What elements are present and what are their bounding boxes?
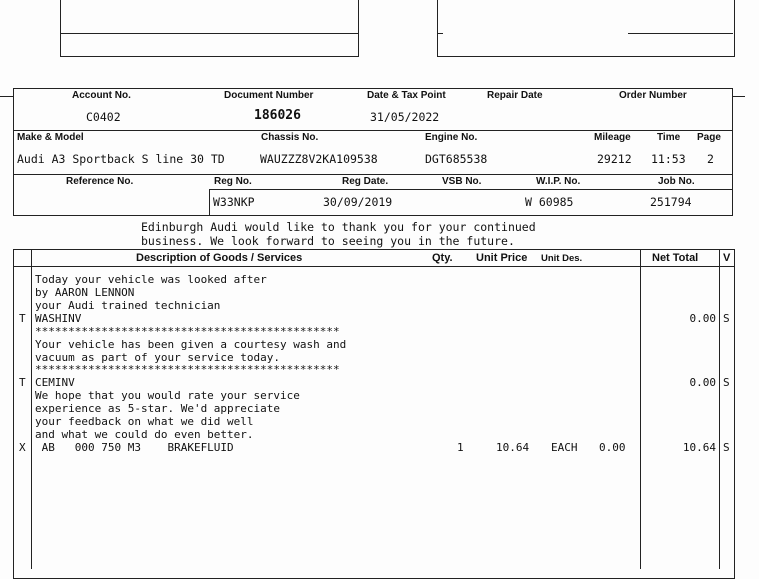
- reg-date-label: Reg Date.: [342, 176, 389, 187]
- reg-no-value: W33NKP: [213, 195, 255, 209]
- wip-value: W 60985: [525, 195, 574, 209]
- col-divider-net: [640, 249, 641, 569]
- address-box-right-line: [628, 33, 733, 34]
- line-vat-code: S: [723, 312, 730, 325]
- engine-label: Engine No.: [425, 132, 478, 143]
- line-vat-code: S: [723, 441, 730, 454]
- line-unit-des: EACH: [551, 441, 578, 454]
- reg-no-label: Reg No.: [214, 176, 252, 187]
- line-code: T: [19, 312, 26, 325]
- time-label: Time: [657, 132, 681, 143]
- line-text: **********************************************: [35, 363, 340, 376]
- chassis-value: WAUZZZ8V2KA109538: [260, 152, 378, 166]
- wip-label: W.I.P. No.: [536, 176, 581, 187]
- order-number-label: Order Number: [619, 90, 687, 101]
- line-net-total: 0.00: [689, 376, 716, 389]
- engine-value: DGT685538: [425, 152, 488, 166]
- line-text: CEMINV: [35, 376, 75, 389]
- account-no-value: C0402: [86, 110, 121, 124]
- line-net-total: 0.00: [689, 312, 716, 325]
- line-text: Your vehicle has been given a courtesy wash and: [35, 338, 347, 351]
- job-value: 251794: [650, 195, 692, 209]
- document-number-value: 186026: [254, 108, 301, 123]
- page-value: 2: [707, 152, 714, 166]
- address-box-left-divider: [60, 33, 358, 34]
- account-no-label: Account No.: [72, 90, 131, 101]
- line-code: X: [19, 441, 26, 454]
- date-tax-point-value: 31/05/2022: [370, 110, 440, 124]
- col-divider-v: [719, 249, 720, 569]
- reg-date-value: 30/09/2019: [323, 195, 393, 209]
- mileage-label: Mileage: [594, 132, 631, 143]
- col-v: V: [723, 252, 731, 264]
- document-number-label: Document Number: [224, 90, 314, 101]
- col-description: Description of Goods / Services: [136, 252, 303, 264]
- make-model-value: Audi A3 Sportback S line 30 TD: [17, 152, 225, 166]
- col-unit-des: Unit Des.: [541, 253, 583, 264]
- line-text: **********************************************: [35, 325, 340, 338]
- line-text: experience as 5-star. We'd appreciate: [35, 402, 281, 415]
- side-tick-left: [0, 96, 13, 97]
- line-text: vacuum as part of your service today.: [35, 351, 281, 364]
- col-net-total: Net Total: [652, 252, 699, 264]
- address-box-right: [437, 0, 735, 57]
- address-box-left: [60, 0, 359, 57]
- line-text: We hope that you would rate your service: [35, 389, 300, 402]
- page-label: Page: [697, 132, 721, 143]
- line-text: Today your vehicle was looked after: [35, 273, 267, 286]
- vsb-label: VSB No.: [442, 176, 482, 187]
- repair-date-label: Repair Date: [487, 90, 543, 101]
- address-box-right-tick: [437, 33, 443, 34]
- header-row-divider-1: [13, 130, 733, 131]
- mileage-value: 29212: [597, 152, 632, 166]
- date-tax-point-label: Date & Tax Point: [367, 90, 446, 101]
- reference-label: Reference No.: [66, 176, 134, 187]
- line-text: WASHINV: [35, 312, 82, 325]
- line-text: by AARON LENNON: [35, 286, 135, 299]
- header-row-divider-2: [13, 174, 733, 175]
- line-text: your feedback on what we did well: [35, 415, 254, 428]
- line-net-total: 10.64: [682, 441, 716, 454]
- time-value: 11:53: [651, 152, 686, 166]
- thanks-line-1: Edinburgh Audi would like to thank you for your continued: [141, 220, 536, 234]
- line-code: T: [19, 376, 26, 389]
- line-discount: 0.00: [599, 441, 626, 454]
- line-unit-price: 10.64: [496, 441, 530, 454]
- line-vat-code: S: [723, 376, 730, 389]
- job-label: Job No.: [658, 176, 695, 187]
- chassis-label: Chassis No.: [261, 132, 319, 143]
- line-text: your Audi trained technician: [35, 299, 221, 312]
- col-divider-code: [31, 249, 32, 569]
- reference-values-divider: [209, 189, 733, 190]
- make-model-label: Make & Model: [17, 132, 84, 143]
- col-qty: Qty.: [432, 252, 453, 264]
- thanks-line-2: business. We look forward to seeing you in the future.: [141, 234, 515, 248]
- col-unit-price: Unit Price: [476, 252, 528, 264]
- side-tick-right: [733, 96, 745, 97]
- line-text: and what we could do even better.: [35, 428, 254, 441]
- line-text: AB 000 750 M3 BRAKEFLUID: [35, 441, 234, 454]
- line-qty: 1: [457, 441, 464, 454]
- table-header-divider: [13, 266, 735, 267]
